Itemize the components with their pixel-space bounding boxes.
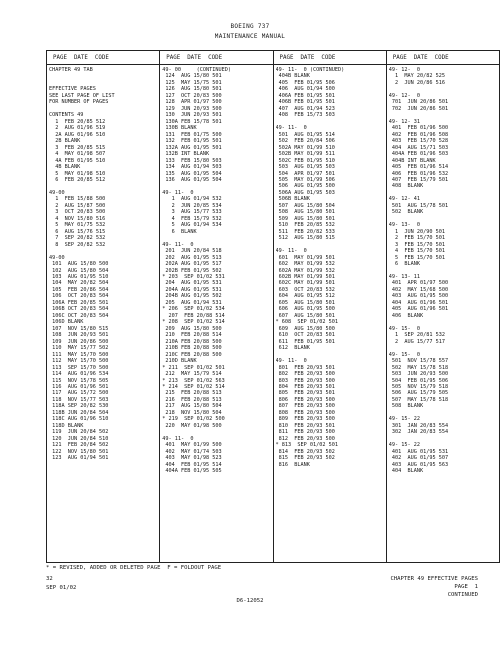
table-row: SEE LAST PAGE OF LIST bbox=[49, 92, 115, 99]
table-row: 406 BLANK bbox=[388, 312, 424, 319]
table-row: FOR NUMBER OF PAGES bbox=[49, 99, 109, 106]
table-row: 604 AUG 01/95 512 bbox=[275, 293, 335, 300]
table-row: * 214 SEP 01/02 514 bbox=[162, 383, 225, 390]
table-row: 4B BLANK bbox=[49, 164, 81, 171]
table-row: 408 FEB 15/73 503 bbox=[275, 112, 335, 119]
table-row: 122 NOV 15/80 501 bbox=[49, 448, 109, 455]
table-row: 610 OCT 20/83 501 bbox=[275, 332, 335, 339]
table-row: 210 FEB 20/88 514 bbox=[162, 332, 222, 339]
table-row: 602B MAY 01/99 501 bbox=[275, 274, 335, 280]
table-row: 808 FEB 20/93 500 bbox=[275, 409, 335, 416]
column-lines bbox=[47, 67, 159, 462]
revision-date: SEP 01/02 bbox=[46, 585, 77, 591]
table-row: 49- 11- 0 (CONTINUED) bbox=[275, 67, 345, 73]
table-row: 512 AUG 15/80 515 bbox=[275, 235, 335, 242]
table-row: 811 FEB 20/93 500 bbox=[275, 429, 335, 436]
table-row: 403 FEB 15/70 528 bbox=[388, 138, 449, 145]
column-heading: PAGE DATE CODE bbox=[279, 55, 336, 61]
table-row: 401 AUG 01/95 531 bbox=[388, 448, 449, 455]
table-row: 215 FEB 20/88 513 bbox=[162, 390, 222, 397]
table-row: 611 FEB 01/95 501 bbox=[275, 338, 335, 345]
table-row: 807 FEB 20/93 500 bbox=[275, 403, 335, 410]
table-row: 401 FEB 01/96 500 bbox=[388, 125, 449, 132]
table-column-2 bbox=[160, 51, 273, 562]
table-row: 403 MAY 01/98 523 bbox=[162, 455, 222, 462]
table-row: 503 AUG 01/95 503 bbox=[275, 164, 335, 171]
table-row: 405 FEB 01/96 514 bbox=[388, 164, 449, 171]
table-row: 408 BLANK bbox=[388, 183, 424, 190]
table-row: 202A AUG 01/95 517 bbox=[162, 261, 222, 268]
table-row: 4 FEB 15/70 501 bbox=[388, 248, 445, 255]
table-row: 49- 12- 41 bbox=[388, 196, 420, 203]
table-row: 3 OCT 20/83 500 bbox=[49, 209, 106, 216]
table-row: * 213 SEP 01/02 563 bbox=[162, 377, 225, 384]
table-row: 49- 13- 0 bbox=[388, 222, 420, 229]
table-row: 501 AUG 01/95 514 bbox=[275, 131, 335, 138]
table-row: 127 OCT 20/83 500 bbox=[162, 92, 222, 99]
table-row: 508 BLANK bbox=[388, 403, 424, 410]
divider bbox=[387, 64, 499, 65]
table-row: 204B AUG 01/95 502 bbox=[162, 293, 222, 300]
table-row: 602C MAY 01/99 501 bbox=[275, 280, 335, 287]
table-row: * 219 SEP 01/02 500 bbox=[162, 416, 225, 423]
table-row: 49- 12- 0 bbox=[388, 92, 420, 99]
table-row: 804 FEB 20/93 501 bbox=[275, 383, 335, 390]
table-row: 503 JUN 20/93 500 bbox=[388, 371, 449, 378]
table-row: 102 AUG 15/80 504 bbox=[49, 267, 109, 274]
table-row: 204A AUG 01/95 531 bbox=[162, 286, 222, 293]
table-row: 301 JAN 20/83 554 bbox=[388, 422, 449, 429]
table-row: 401 MAY 01/99 500 bbox=[162, 442, 222, 449]
table-row: 407 FEB 15/79 501 bbox=[388, 176, 449, 183]
table-row: * 208 SEP 01/02 514 bbox=[162, 319, 225, 326]
table-row: 506 AUG 01/95 500 bbox=[275, 183, 335, 190]
table-row: 505 MAY 01/99 506 bbox=[275, 176, 335, 183]
table-row: 607 AUG 15/80 501 bbox=[275, 312, 335, 319]
table-row: 130A FEB 15/78 501 bbox=[162, 118, 222, 125]
table-row: 136 AUG 01/95 504 bbox=[162, 176, 222, 183]
table-row: 501 NOV 15/78 557 bbox=[388, 358, 449, 365]
table-row: 612 BLANK bbox=[275, 345, 310, 352]
table-row: 212 MAY 15/79 514 bbox=[162, 371, 222, 378]
table-row: 116 AUG 01/96 501 bbox=[49, 383, 109, 390]
table-row: 403 AUG 01/95 500 bbox=[388, 293, 449, 300]
table-row: 404 AUG 15/71 503 bbox=[388, 144, 449, 151]
table-row: 49- 15- 0 bbox=[388, 351, 420, 358]
table-row: 2 JUN 20/86 516 bbox=[388, 79, 445, 86]
table-row: 609 AUG 15/80 500 bbox=[275, 325, 335, 332]
table-row: 216 FEB 20/88 513 bbox=[162, 396, 222, 403]
manual-subtitle: MAINTENANCE MANUAL bbox=[214, 33, 286, 40]
table-row: 2 JUN 20/85 534 bbox=[162, 202, 222, 209]
table-row: 106D BLANK bbox=[49, 319, 84, 326]
table-row: 134 AUG 01/94 503 bbox=[162, 164, 222, 171]
table-row: * 206 SEP 01/02 534 bbox=[162, 306, 225, 313]
table-row: 126 AUG 15/80 501 bbox=[162, 86, 222, 93]
column-heading: PAGE DATE CODE bbox=[53, 55, 109, 61]
table-column-1 bbox=[47, 51, 160, 562]
table-row: 111 MAY 15/70 500 bbox=[49, 351, 109, 358]
table-row: 106B OCT 20/83 504 bbox=[49, 306, 109, 313]
table-row: 135 AUG 01/95 504 bbox=[162, 170, 222, 177]
table-row: 502B MAY 01/99 511 bbox=[275, 151, 335, 158]
table-row: 401 APR 01/97 500 bbox=[388, 280, 449, 287]
table-row: 49-00 bbox=[49, 254, 65, 261]
table-row: 602 MAY 01/99 532 bbox=[275, 261, 335, 268]
table-row: 702 JUN 20/86 501 bbox=[388, 105, 449, 112]
table-row: 507 MAY 15/78 518 bbox=[388, 396, 449, 403]
table-row: 502 FEB 20/84 506 bbox=[275, 138, 335, 145]
table-row: 815 FEB 20/93 502 bbox=[275, 455, 335, 462]
table-row: 809 FEB 20/93 500 bbox=[275, 416, 335, 423]
table-row: 220 MAY 01/98 500 bbox=[162, 422, 222, 429]
table-row: 49- 00 (CONTINUED) bbox=[162, 67, 231, 73]
table-row: * 211 SEP 01/02 501 bbox=[162, 364, 225, 371]
table-row: 404 BLANK bbox=[388, 468, 424, 475]
table-row: 3 AUG 15/77 533 bbox=[162, 209, 222, 216]
revision-legend: * = REVISED, ADDED OR DELETED PAGE F = FOLDOUT PAGE bbox=[46, 565, 222, 571]
table-row: 113 SEP 15/70 500 bbox=[49, 364, 109, 371]
table-row: 49- 11- 0 bbox=[162, 189, 194, 196]
table-row: 107 NOV 15/80 515 bbox=[49, 325, 109, 332]
table-row: 509 AUG 15/80 501 bbox=[275, 215, 335, 222]
effective-pages-table bbox=[46, 50, 500, 563]
table-row: 2 AUG 01/96 519 bbox=[49, 125, 106, 132]
table-row: 2 AUG 15/87 500 bbox=[49, 202, 106, 209]
table-row: 506 AUG 15/79 505 bbox=[388, 390, 449, 397]
table-row: 112 MAY 15/70 500 bbox=[49, 358, 109, 365]
table-row: 1 MAY 20/82 525 bbox=[388, 73, 445, 80]
table-row: 118 NOV 15/77 503 bbox=[49, 396, 109, 403]
table-row: 403 AUG 01/95 563 bbox=[388, 461, 449, 468]
page-number: 32 bbox=[46, 576, 53, 582]
table-row: 405 FEB 01/95 506 bbox=[275, 79, 335, 86]
table-row: 601 MAY 01/99 501 bbox=[275, 254, 335, 261]
column-lines bbox=[160, 67, 272, 475]
table-row: 404A FEB 01/96 503 bbox=[388, 151, 449, 158]
table-row: 49-00 bbox=[49, 189, 65, 196]
table-row: 603 OCT 20/83 532 bbox=[275, 286, 335, 293]
table-row: 606 AUG 01/95 500 bbox=[275, 306, 335, 313]
divider bbox=[160, 64, 272, 65]
table-row: * 608 SEP 01/02 501 bbox=[275, 319, 338, 326]
table-row: 4 NOV 15/80 516 bbox=[49, 215, 106, 222]
table-row: 402 MAY 01/74 503 bbox=[162, 448, 222, 455]
table-row: 511 FEB 20/82 533 bbox=[275, 228, 335, 235]
table-row: 801 FEB 20/93 501 bbox=[275, 364, 335, 371]
table-row: 501 AUG 15/78 501 bbox=[388, 202, 449, 209]
table-row: 6 BLANK bbox=[388, 261, 420, 268]
table-row: 106A FEB 20/85 501 bbox=[49, 299, 109, 306]
table-row: 1 FEB 20/85 512 bbox=[49, 118, 106, 125]
table-row: 105 FEB 20/86 504 bbox=[49, 286, 109, 293]
table-row: 209 AUG 15/80 500 bbox=[162, 325, 222, 332]
table-row: 118A SEP 20/82 530 bbox=[49, 403, 109, 410]
table-row: 124 AUG 15/80 501 bbox=[162, 73, 222, 80]
table-row: 4 MAY 01/98 507 bbox=[49, 151, 106, 158]
table-row: 6 BLANK bbox=[162, 228, 197, 235]
table-row: 108 JUN 20/93 501 bbox=[49, 332, 109, 339]
table-row: 125 MAY 15/75 501 bbox=[162, 79, 222, 86]
divider bbox=[274, 64, 386, 65]
column-heading: PAGE DATE CODE bbox=[392, 55, 449, 61]
section-title: CHAPTER 49 EFFECTIVE PAGES bbox=[390, 576, 478, 582]
table-row: 3 FEB 20/85 515 bbox=[49, 144, 106, 151]
table-row: 810 FEB 20/93 501 bbox=[275, 422, 335, 429]
table-row: CONTENTS 49 bbox=[49, 112, 84, 119]
table-row: 49- 13- 11 bbox=[388, 274, 420, 280]
page-label: PAGE 1 bbox=[454, 584, 478, 590]
table-row: 502A MAY 01/99 510 bbox=[275, 144, 335, 151]
table-row: 132A AUG 01/95 501 bbox=[162, 144, 222, 151]
table-row: 5 MAY 01/98 510 bbox=[49, 170, 106, 177]
table-row: 132 FEB 01/95 501 bbox=[162, 138, 222, 145]
table-row: 802 FEB 20/93 500 bbox=[275, 371, 335, 378]
table-row: 49- 12- 31 bbox=[388, 118, 420, 125]
table-row: 119 JUN 20/84 502 bbox=[49, 429, 109, 436]
table-row: 201 JUN 20/84 518 bbox=[162, 248, 222, 255]
table-row: 5 FEB 15/70 501 bbox=[388, 254, 445, 261]
table-row: 402 MAY 15/68 500 bbox=[388, 286, 449, 293]
table-row: 406 AUG 01/94 500 bbox=[275, 86, 335, 93]
table-row: 104 MAY 20/82 504 bbox=[49, 280, 109, 287]
table-column-4 bbox=[387, 51, 499, 562]
table-row: 49- 11- 0 bbox=[162, 241, 194, 248]
divider bbox=[47, 64, 159, 65]
column-lines bbox=[387, 67, 499, 475]
table-row: 49- 11- 0 bbox=[162, 435, 194, 442]
table-row: 504 APR 01/97 501 bbox=[275, 170, 335, 177]
table-row: 210D BLANK bbox=[162, 358, 197, 365]
table-row: 106C OCT 20/83 504 bbox=[49, 312, 109, 319]
table-row: 204 AUG 01/95 531 bbox=[162, 280, 222, 287]
table-row: 129 JUN 20/93 500 bbox=[162, 105, 222, 112]
table-column-3 bbox=[274, 51, 387, 562]
table-row: 210C FEB 20/88 500 bbox=[162, 351, 222, 358]
table-row: 128 APR 01/97 500 bbox=[162, 99, 222, 106]
table-row: 1 FEB 15/88 500 bbox=[49, 196, 106, 203]
table-row: 404B BLANK bbox=[275, 73, 310, 80]
column-heading: PAGE DATE CODE bbox=[166, 55, 223, 61]
table-row: 133 FEB 15/80 503 bbox=[162, 157, 222, 164]
table-row: 812 FEB 20/93 500 bbox=[275, 435, 335, 442]
table-row: 504 FEB 01/95 506 bbox=[388, 377, 449, 384]
table-row: 217 AUG 15/80 504 bbox=[162, 403, 222, 410]
table-row: 101 AUG 15/80 500 bbox=[49, 261, 109, 268]
table-row: 2A AUG 01/96 510 bbox=[49, 131, 106, 138]
table-row: 404A FEB 01/95 505 bbox=[162, 468, 222, 475]
table-row: 404 AUG 01/96 501 bbox=[388, 299, 449, 306]
table-row: 202B FEB 01/95 502 bbox=[162, 267, 222, 274]
table-row: 205 AUG 01/94 531 bbox=[162, 299, 222, 306]
table-row: 3 FEB 15/70 501 bbox=[388, 241, 445, 248]
table-row: 404B INT BLANK bbox=[388, 157, 436, 164]
table-row: 110 MAY 15/77 502 bbox=[49, 345, 109, 352]
document-number: D6-12052 bbox=[236, 598, 264, 604]
table-row: 510 FEB 20/85 532 bbox=[275, 222, 335, 229]
table-row: 507 AUG 15/80 504 bbox=[275, 202, 335, 209]
table-row: 114 AUG 01/96 534 bbox=[49, 371, 109, 378]
table-row: 6 FEB 20/85 512 bbox=[49, 176, 106, 183]
table-row: 605 AUG 15/80 501 bbox=[275, 299, 335, 306]
table-row: 502 MAY 15/78 518 bbox=[388, 364, 449, 371]
table-row: 49- 15- 22 bbox=[388, 416, 420, 423]
table-row: 302 JAN 20/83 554 bbox=[388, 429, 449, 436]
table-row: 2B BLANK bbox=[49, 138, 81, 145]
table-row: 406A FEB 01/95 501 bbox=[275, 92, 335, 99]
table-row: 506B BLANK bbox=[275, 196, 310, 203]
table-row: 103 AUG 01/95 510 bbox=[49, 274, 109, 280]
table-row: 1 JUN 20/90 501 bbox=[388, 228, 445, 235]
table-row: 123 AUG 01/94 501 bbox=[49, 455, 109, 462]
table-row: 118B JUN 20/84 504 bbox=[49, 409, 109, 416]
table-row: CHAPTER 49 TAB bbox=[49, 67, 93, 73]
table-row: 115 NOV 15/78 505 bbox=[49, 377, 109, 384]
table-row: 207 FEB 20/88 514 bbox=[162, 312, 225, 319]
table-row: 49- 15- 0 bbox=[388, 325, 420, 332]
table-row: 118D BLANK bbox=[49, 422, 84, 429]
table-row: 502 BLANK bbox=[388, 209, 424, 216]
table-row: 5 MAY 01/75 532 bbox=[49, 222, 106, 229]
table-row: 502C FEB 01/95 510 bbox=[275, 157, 335, 164]
table-row: 505 NOV 15/79 518 bbox=[388, 383, 449, 390]
table-row: 120 JUN 20/84 510 bbox=[49, 435, 109, 442]
table-row: EFFECTIVE PAGES bbox=[49, 86, 96, 93]
table-row: 506A AUG 01/95 503 bbox=[275, 189, 335, 196]
table-row: 404 FEB 01/95 514 bbox=[162, 461, 222, 468]
table-row: 407 AUG 01/94 523 bbox=[275, 105, 335, 112]
table-row: 508 AUG 15/80 501 bbox=[275, 209, 335, 216]
table-row: 6 AUG 15/76 515 bbox=[49, 228, 106, 235]
table-row: 109 JUN 20/86 500 bbox=[49, 338, 109, 345]
table-row: 1 AUG 01/94 532 bbox=[162, 196, 222, 203]
table-row: 8 SEP 20/82 532 bbox=[49, 241, 106, 248]
table-row: 1 SEP 20/81 532 bbox=[388, 332, 445, 339]
table-row: 118C AUG 01/96 510 bbox=[49, 416, 109, 423]
table-row: 806 FEB 20/93 500 bbox=[275, 396, 335, 403]
table-row: 701 JUN 20/86 501 bbox=[388, 99, 449, 106]
table-row: 2 FEB 15/70 501 bbox=[388, 235, 445, 242]
table-row: * 203 SEP 01/02 531 bbox=[162, 274, 225, 280]
continued-label: CONTINUED bbox=[447, 592, 478, 598]
table-row: 49- 15- 22 bbox=[388, 442, 420, 449]
table-row: 405 AUG 01/96 501 bbox=[388, 306, 449, 313]
column-lines bbox=[274, 67, 386, 468]
table-row: 402 FEB 01/96 508 bbox=[388, 131, 449, 138]
table-row: 132B INT BLANK bbox=[162, 151, 210, 158]
table-row: 49- 11- 0 bbox=[275, 358, 307, 365]
table-row: 7 SEP 20/82 532 bbox=[49, 235, 106, 242]
table-row: 803 FEB 20/93 500 bbox=[275, 377, 335, 384]
table-row: 218 NOV 15/80 504 bbox=[162, 409, 222, 416]
table-row: 130B BLANK bbox=[162, 125, 197, 132]
table-row: 210A FEB 20/88 500 bbox=[162, 338, 222, 345]
table-row: 210B FEB 20/88 500 bbox=[162, 345, 222, 352]
table-row: 106 OCT 20/83 504 bbox=[49, 293, 109, 300]
table-row: 130 JUN 20/93 501 bbox=[162, 112, 222, 119]
table-row: 117 AUG 15/72 500 bbox=[49, 390, 109, 397]
table-row: 49- 12- 0 bbox=[388, 67, 420, 73]
table-row: 402 AUG 01/95 507 bbox=[388, 455, 449, 462]
table-row: 49- 11- 0 bbox=[275, 125, 307, 132]
table-row: 4 FEB 15/79 532 bbox=[162, 215, 222, 222]
table-row: 814 FEB 20/93 502 bbox=[275, 448, 335, 455]
table-row: 49- 11- 0 bbox=[275, 248, 307, 255]
table-row: 816 BLANK bbox=[275, 461, 310, 468]
manual-title: BOEING 737 bbox=[230, 23, 270, 30]
table-row: 202 AUG 01/95 513 bbox=[162, 254, 222, 261]
table-row: 406 FEB 01/96 532 bbox=[388, 170, 449, 177]
table-row: 406B FEB 01/95 501 bbox=[275, 99, 335, 106]
table-row: 4A FEB 01/95 510 bbox=[49, 157, 106, 164]
table-row: 2 AUG 15/77 517 bbox=[388, 338, 445, 345]
table-row: * 813 SEP 01/02 501 bbox=[275, 442, 338, 449]
table-row: 131 FEB 01/75 500 bbox=[162, 131, 222, 138]
table-row: 5 AUG 01/94 534 bbox=[162, 222, 222, 229]
table-row: 121 FEB 20/84 502 bbox=[49, 442, 109, 449]
table-row: 602A MAY 01/99 532 bbox=[275, 267, 335, 274]
table-row: 805 FEB 20/93 501 bbox=[275, 390, 335, 397]
